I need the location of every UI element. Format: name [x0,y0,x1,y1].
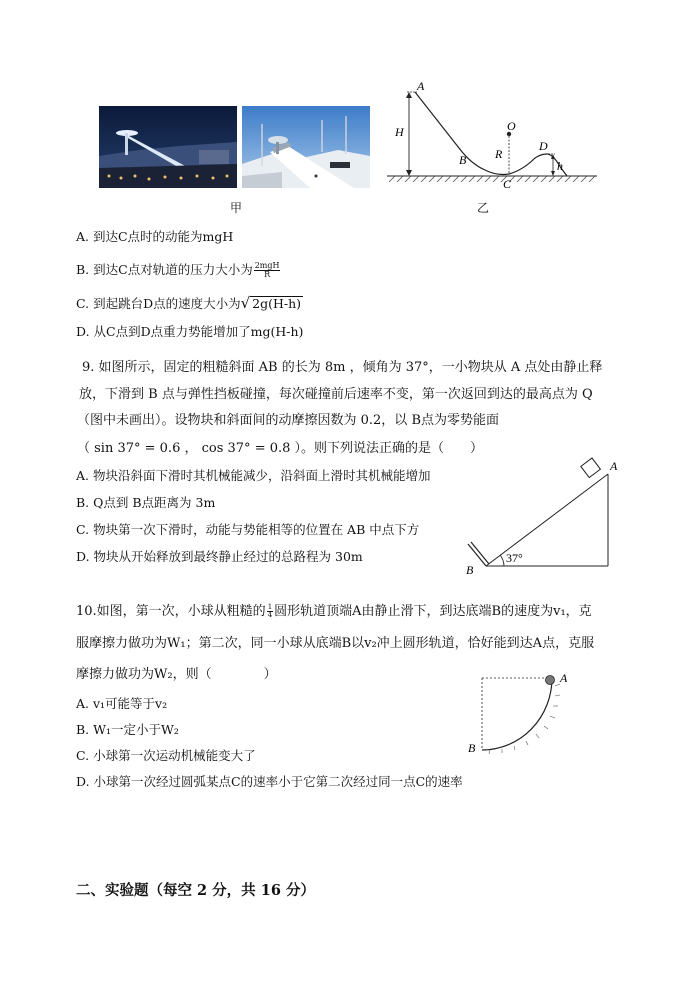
q10-label-b: B [468,741,476,755]
ball [546,676,555,685]
q9-label-b: B [466,563,474,576]
q9-incline-diagram [462,452,622,576]
q10-stem-line-3: 摩擦力做功为W₂，则（ ） [76,667,277,682]
q8-option-d-prefix: D. 从C点到D点重力势能增加了 [76,324,251,339]
q8-option-a-prefix: A. 到达C点时的动能为 [76,229,203,244]
q10-label-a: A [560,671,568,685]
q10-option-b: B. W₁一定小于W₂ [76,722,179,737]
figure-yi-caption: 乙 [477,201,490,215]
fraction-numerator: 2mgH [254,261,280,270]
q9-label-a: A [610,459,618,473]
label-c: C [503,177,512,191]
q8-option-c-prefix: C. 到起跳台D点的速度大小为 [76,296,241,311]
fraction-denominator: R [264,270,271,279]
q8-option-a [76,229,233,245]
section-2-title: 二、实验题（每空 2 分，共 16 分） [76,882,315,899]
ski-track-curve [415,92,567,176]
q10-stem-line-1-post: 圆形轨道顶端A由静止滑下，到达底端B的速度为v₁，克 [274,604,592,619]
q10-stem-line-1 [76,604,592,620]
q9-stem-line-4: （ sin 37° = 0.6 ， cos 37° = 0.8 ）。则下列说法正确的是（ ） [77,441,484,456]
label-h-small: h [557,159,563,173]
label-b: B [459,153,467,167]
label-a: A [417,79,425,93]
q8-option-b-prefix: B. 到达C点对轨道的压力大小为 [76,262,253,277]
label-h-big: H [395,125,404,139]
label-d: D [539,139,548,153]
q8-option-b-fraction [254,262,281,279]
q9-stem-line-2: 放，下滑到 B 点与弹性挡板碰撞，每次碰撞前后速率不变，第一次返回到达的最高点为 Q [79,387,593,402]
fraction-denominator: 4 [267,611,273,619]
q10-option-c: C. 小球第一次运动机械能变大了 [76,748,256,763]
ski-jump-day-photo [242,106,370,188]
label-r: R [495,147,503,161]
figure-yi-track-diagram [385,78,600,193]
fraction-numerator: 1 [267,603,273,611]
ground-hatch [389,176,595,182]
q10-stem-line-1-pre: 10.如图，第一次，小球从粗糙的 [76,604,266,619]
q9-stem-line-3: （图中未画出）。设物块和斜面间的动摩擦因数为 0.2，以 B点为零势能面 [77,413,499,428]
figure-jia-caption: 甲 [230,201,243,215]
q9-stem-line-1: 9. 如图所示，固定的粗糙斜面 AB 的长为 8m ，倾角为 37°，一小物块从 A 点处由静止释 [82,360,603,375]
q10-option-a: A. v₁可能等于v₂ [76,696,168,711]
label-o: O [507,119,516,133]
q8-option-c-expr: 2g(H-h) [252,296,302,311]
q10-option-d: D. 小球第一次经过圆弧某点C的速率小于它第二次经过同一点C的速率 [76,774,463,789]
q9-angle-label: 37° [506,551,523,565]
q9-option-d: D. 物块从开始释放到最终静止经过的总路程为 30m [76,549,363,564]
q9-option-a: A. 物块沿斜面下滑时其机械能减少，沿斜面上滑时其机械能增加 [76,468,431,483]
q10-quarter-circle-diagram [464,668,584,760]
q8-option-d-expr: mg(H-h) [250,324,304,339]
q8-option-d [76,324,303,340]
q8-option-b [76,262,281,279]
q8-option-a-expr: mgH [202,229,234,244]
ski-jump-night-photo [99,106,237,188]
q10-stem-line-2: 服摩擦力做功为W₁；第二次，同一小球从底端B以v₂冲上圆形轨道，恰好能到达A点，克服 [76,636,595,651]
q10-quarter-fraction [267,604,273,619]
q9-option-b: B. Q点到 B点距离为 3m [76,495,216,510]
q9-option-c: C. 物块第一次下滑时，动能与势能相等的位置在 AB 中点下方 [76,522,420,537]
q8-option-c [76,295,303,312]
sqrt-icon: √ [240,294,251,312]
